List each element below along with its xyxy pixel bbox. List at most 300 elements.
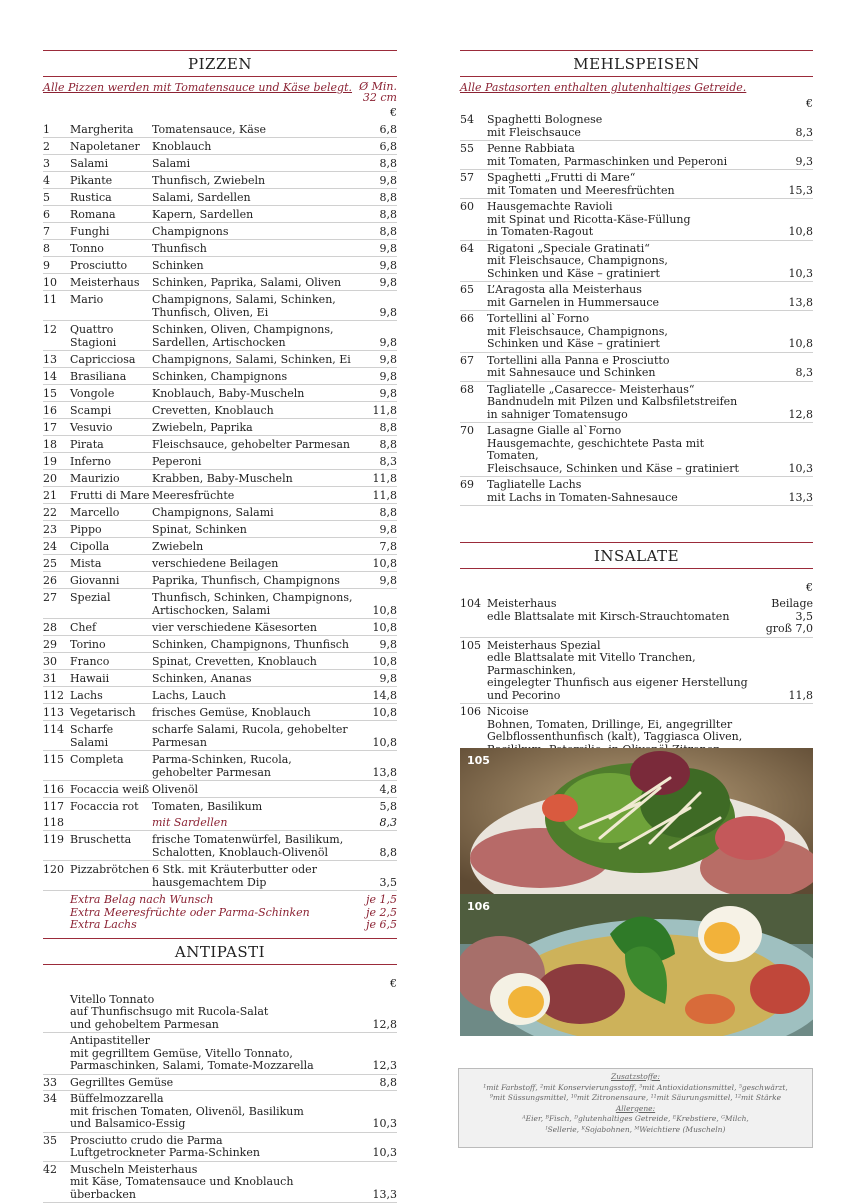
pizza-number: 1 xyxy=(43,123,70,136)
pizza-price: 8,8 xyxy=(353,506,397,519)
pizza-name: Brasiliana xyxy=(70,370,152,383)
mehlspeisen-row-text: Tagliatelle „Casarecce- Meisterhaus“ Bandnudeln mit Pilzen und Kalbsfiletstreifen in sahniger Tomatensugo xyxy=(487,384,753,422)
pizza-price: 6,8 xyxy=(353,140,397,153)
mehlspeisen-row-text: Lasagne Gialle al`Forno Hausgemachte, geschichtete Pasta mit Tomaten, Fleischsauce, Schinken und Käse – gratiniert xyxy=(487,425,753,475)
pizza-name: Frutti di Mare xyxy=(70,489,152,502)
pizza-extra-price: je 1,5 xyxy=(337,894,397,907)
pizza-list xyxy=(43,121,397,891)
mehlspeisen-row xyxy=(460,353,813,382)
pizza-name: Vesuvio xyxy=(70,421,152,434)
pizza-price: 7,8 xyxy=(353,540,397,553)
pizza-name: Rustica xyxy=(70,191,152,204)
pizza-row xyxy=(43,172,397,189)
mehlspeisen-row-number: 67 xyxy=(460,355,487,380)
pizza-price: 8,8 xyxy=(353,438,397,451)
mehlspeisen-row-text: L’Aragosta alla Meisterhaus mit Garnelen in Hummersauce xyxy=(487,284,753,309)
pizza-row xyxy=(43,274,397,291)
pizza-row xyxy=(43,687,397,704)
pizza-number: 114 xyxy=(43,723,70,749)
mehlspeisen-row-text: Tagliatelle Lachs mit Lachs in Tomaten-Sahnesauce xyxy=(487,479,753,504)
pizza-number: 115 xyxy=(43,753,70,779)
pizza-number: 22 xyxy=(43,506,70,519)
pizza-number: 120 xyxy=(43,863,70,889)
pizza-name: Cipolla xyxy=(70,540,152,553)
pizza-row xyxy=(43,798,397,814)
antipasti-row-price: 12,8 xyxy=(337,1019,397,1032)
mehlspeisen-row-price: 8,3 xyxy=(753,127,813,140)
pizza-description: Schinken, Champignons xyxy=(152,370,353,383)
pizza-description: Spinat, Schinken xyxy=(152,523,353,536)
pizza-price: 11,8 xyxy=(353,472,397,485)
pizza-row xyxy=(43,321,397,351)
pizza-description: frisches Gemüse, Knoblauch xyxy=(152,706,353,719)
mehlspeisen-row xyxy=(460,423,813,477)
mehlspeisen-note-row xyxy=(460,81,813,94)
pizza-description: Salami xyxy=(152,157,353,170)
pizza-description: mit Sardellen xyxy=(152,816,353,829)
pizza-name: Mario xyxy=(70,293,152,319)
pizza-description: Knoblauch xyxy=(152,140,353,153)
pizza-price: 10,8 xyxy=(353,706,397,719)
pizza-description: scharfe Salami, Rucola, gehobelter Parmesan xyxy=(152,723,353,749)
pizza-name: Focaccia weiß xyxy=(70,783,152,796)
legend-additives-title: Zusatzstoffe: xyxy=(459,1072,812,1083)
mehlspeisen-row-text: Tortellini al`Forno mit Fleischsauce, Champignons, Schinken und Käse – gratiniert xyxy=(487,313,753,351)
pizza-price: 8,8 xyxy=(353,208,397,221)
pizza-number: 5 xyxy=(43,191,70,204)
pizza-number: 24 xyxy=(43,540,70,553)
pizza-row xyxy=(43,504,397,521)
pizza-number: 2 xyxy=(43,140,70,153)
pizza-name: Torino xyxy=(70,638,152,651)
mehlspeisen-row xyxy=(460,382,813,424)
pizza-name: Lachs xyxy=(70,689,152,702)
pizza-description: Crevetten, Knoblauch xyxy=(152,404,353,417)
pizza-description: Knoblauch, Baby-Muscheln xyxy=(152,387,353,400)
pizza-price: 10,8 xyxy=(353,621,397,634)
photo-105-label: 105 xyxy=(467,754,490,767)
pizza-number: 118 xyxy=(43,816,70,829)
pizza-price: 9,8 xyxy=(353,276,397,289)
pizza-description: Schinken, Champignons, Thunfisch xyxy=(152,638,353,651)
pizza-price: 9,8 xyxy=(353,306,397,319)
right-column xyxy=(460,50,813,771)
mehlspeisen-row-price: 10,8 xyxy=(753,338,813,351)
pizza-number: 28 xyxy=(43,621,70,634)
pizzen-note: Alle Pizzen werden mit Tomatensauce und Käse belegt. xyxy=(43,81,352,94)
pizza-row xyxy=(43,291,397,321)
pizza-number: 20 xyxy=(43,472,70,485)
mehlspeisen-row xyxy=(460,282,813,311)
antipasti-row-text: Gegrilltes Gemüse xyxy=(70,1077,337,1090)
salad-photo-105-image xyxy=(460,748,813,894)
pizza-number: 13 xyxy=(43,353,70,366)
pizza-name: Quattro Stagioni xyxy=(70,323,152,349)
pizza-number: 4 xyxy=(43,174,70,187)
pizza-row xyxy=(43,368,397,385)
pizza-number: 8 xyxy=(43,242,70,255)
mehlspeisen-row xyxy=(460,112,813,141)
antipasti-row-price: 10,3 xyxy=(337,1118,397,1131)
pizza-extra-price: je 2,5 xyxy=(337,907,397,920)
pizza-name: Pirata xyxy=(70,438,152,451)
mehlspeisen-row-number: 69 xyxy=(460,479,487,504)
insalate-heading: INSALATE xyxy=(460,542,813,569)
antipasti-row xyxy=(43,1162,397,1203)
pizza-name: Capricciosa xyxy=(70,353,152,366)
insalate-row-price: 11,8 xyxy=(753,690,813,703)
pizza-price: 11,8 xyxy=(353,489,397,502)
pizza-description: Paprika, Thunfisch, Champignons xyxy=(152,574,353,587)
insalate-row xyxy=(460,596,813,638)
insalate-currency: € xyxy=(460,581,813,594)
pizza-number: 119 xyxy=(43,833,70,859)
pizza-description: Champignons, Salami, Schinken, Ei xyxy=(152,353,353,366)
pizza-row xyxy=(43,861,397,891)
pizza-name xyxy=(70,816,152,829)
pizza-number: 15 xyxy=(43,387,70,400)
pizza-row xyxy=(43,257,397,274)
salad-photo-105 xyxy=(460,748,813,894)
pizza-row xyxy=(43,653,397,670)
insalate-row-number: 106 xyxy=(460,706,487,769)
pizza-number: 12 xyxy=(43,323,70,349)
pizza-row xyxy=(43,240,397,257)
pizza-extra-row xyxy=(43,919,397,932)
pizza-extra-label: Extra Belag nach Wunsch xyxy=(43,894,337,907)
pizza-name: Focaccia rot xyxy=(70,800,152,813)
pizza-description: Krabben, Baby-Muscheln xyxy=(152,472,353,485)
salad-photo-106 xyxy=(460,894,813,1036)
insalate-list xyxy=(460,596,813,771)
pizza-row xyxy=(43,436,397,453)
pizza-description: Champignons xyxy=(152,225,353,238)
pizza-extras xyxy=(43,894,397,932)
pizza-name: Pizzabrötchen xyxy=(70,863,152,889)
pizza-name: Tonno xyxy=(70,242,152,255)
antipasti-row xyxy=(43,1033,397,1075)
mehlspeisen-row-text: Penne Rabbiata mit Tomaten, Parmaschinken und Peperoni xyxy=(487,143,753,168)
pizza-number: 21 xyxy=(43,489,70,502)
mehlspeisen-heading: MEHLSPEISEN xyxy=(460,50,813,77)
pizza-row xyxy=(43,751,397,781)
antipasti-row-text: Vitello Tonnato auf Thunfischsugo mit Rucola-Salat und gehobeltem Parmesan xyxy=(70,994,337,1032)
mehlspeisen-row xyxy=(460,199,813,241)
pizza-description: Champignons, Salami, Schinken, Thunfisch, Oliven, Ei xyxy=(152,293,353,319)
mehlspeisen-row-number: 65 xyxy=(460,284,487,309)
pizzen-currency: € xyxy=(43,106,397,119)
pizza-number: 26 xyxy=(43,574,70,587)
pizza-name: Pikante xyxy=(70,174,152,187)
pizza-name: Mista xyxy=(70,557,152,570)
antipasti-row xyxy=(43,1133,397,1162)
pizza-name: Chef xyxy=(70,621,152,634)
pizza-price: 8,3 xyxy=(353,816,397,829)
pizza-price: 8,8 xyxy=(353,846,397,859)
pizza-price: 10,8 xyxy=(353,736,397,749)
pizza-name: Napoletaner xyxy=(70,140,152,153)
antipasti-row xyxy=(43,992,397,1034)
mehlspeisen-row-price: 10,3 xyxy=(753,268,813,281)
pizza-name: Completa xyxy=(70,753,152,779)
mehlspeisen-row-number: 55 xyxy=(460,143,487,168)
mehlspeisen-row-text: Tortellini alla Panna e Prosciutto mit Sahnesauce und Schinken xyxy=(487,355,753,380)
pizza-description: 6 Stk. mit Kräuterbutter oder hausgemachtem Dip xyxy=(152,863,353,889)
pizza-extra-price: je 6,5 xyxy=(337,919,397,932)
pizza-description: Zwiebeln xyxy=(152,540,353,553)
pizza-description: Tomaten, Basilikum xyxy=(152,800,353,813)
pizza-price: 8,8 xyxy=(353,225,397,238)
pizza-price: 14,8 xyxy=(353,689,397,702)
mehlspeisen-row-number: 66 xyxy=(460,313,487,351)
insalate-row-number: 105 xyxy=(460,640,487,703)
pizza-number: 6 xyxy=(43,208,70,221)
pizza-description: Schinken, Ananas xyxy=(152,672,353,685)
mehlspeisen-row xyxy=(460,311,813,353)
pizza-description: frische Tomatenwürfel, Basilikum, Schalotten, Knoblauch-Olivenöl xyxy=(152,833,353,859)
mehlspeisen-currency: € xyxy=(460,97,813,110)
pizza-price: 8,8 xyxy=(353,421,397,434)
mehlspeisen-row-text: Hausgemachte Ravioli mit Spinat und Ricotta-Käse-Füllung in Tomaten-Ragout xyxy=(487,201,753,239)
pizza-description: Schinken xyxy=(152,259,353,272)
pizza-row xyxy=(43,619,397,636)
mehlspeisen-row-number: 57 xyxy=(460,172,487,197)
pizza-number: 17 xyxy=(43,421,70,434)
pizza-extra-row xyxy=(43,894,397,907)
insalate-row-text: Meisterhaus edle Blattsalate mit Kirsch-Strauchtomaten xyxy=(487,598,753,636)
mehlspeisen-note: Alle Pastasorten enthalten glutenhaltiges Getreide. xyxy=(460,81,746,94)
pizza-name: Inferno xyxy=(70,455,152,468)
pizza-name: Romana xyxy=(70,208,152,221)
pizza-price: 8,3 xyxy=(353,455,397,468)
pizza-price: 8,8 xyxy=(353,157,397,170)
pizza-row xyxy=(43,831,397,861)
pizza-price: 9,8 xyxy=(353,336,397,349)
pizza-price: 5,8 xyxy=(353,800,397,813)
pizza-row xyxy=(43,538,397,555)
mehlspeisen-row-price: 10,8 xyxy=(753,226,813,239)
pizza-description: Fleischsauce, gehobelter Parmesan xyxy=(152,438,353,451)
mehlspeisen-row-price: 12,8 xyxy=(753,409,813,422)
pizza-row xyxy=(43,572,397,589)
pizza-name: Margherita xyxy=(70,123,152,136)
pizza-row xyxy=(43,206,397,223)
left-column xyxy=(43,50,397,1203)
pizza-description: Peperoni xyxy=(152,455,353,468)
pizza-row xyxy=(43,189,397,206)
photo-106-label: 106 xyxy=(467,900,490,913)
pizza-row xyxy=(43,223,397,240)
pizza-price: 10,8 xyxy=(353,655,397,668)
pizza-row xyxy=(43,121,397,138)
pizza-price: 10,8 xyxy=(353,557,397,570)
pizza-row xyxy=(43,636,397,653)
legend-allergens-title: Allergene: xyxy=(459,1104,812,1115)
pizza-number: 10 xyxy=(43,276,70,289)
pizza-name: Scampi xyxy=(70,404,152,417)
antipasti-row-text: Prosciutto crudo die Parma Luftgetrockneter Parma-Schinken xyxy=(70,1135,337,1160)
pizza-row xyxy=(43,781,397,798)
pizza-price: 9,8 xyxy=(353,387,397,400)
antipasti-row-number: 33 xyxy=(43,1077,70,1090)
pizza-name: Spezial xyxy=(70,591,152,617)
pizza-row xyxy=(43,555,397,572)
legend-allergens-line-2: ᴵSellerie, ᴷSojabohnen, ᴹWeichtiere (Muscheln) xyxy=(459,1125,812,1136)
antipasti-row-price: 13,3 xyxy=(337,1189,397,1202)
antipasti-row-text: Antipastiteller mit gegrilltem Gemüse, Vitello Tonnato, Parmaschinken, Salami, Tomate-Mozzarella xyxy=(70,1035,337,1073)
pizza-price: 6,8 xyxy=(353,123,397,136)
pizza-number: 23 xyxy=(43,523,70,536)
mehlspeisen-row-price: 13,8 xyxy=(753,297,813,310)
pizza-name: Vegetarisch xyxy=(70,706,152,719)
pizza-price: 9,8 xyxy=(353,353,397,366)
pizza-name: Maurizio xyxy=(70,472,152,485)
pizza-number: 112 xyxy=(43,689,70,702)
pizza-row xyxy=(43,453,397,470)
mehlspeisen-row-price: 15,3 xyxy=(753,185,813,198)
pizza-extra-label: Extra Lachs xyxy=(43,919,337,932)
pizza-description: vier verschiedene Käsesorten xyxy=(152,621,353,634)
pizza-name: Giovanni xyxy=(70,574,152,587)
antipasti-row-number: 34 xyxy=(43,1093,70,1131)
antipasti-row-number xyxy=(43,1035,70,1073)
pizza-row xyxy=(43,589,397,619)
pizza-description: Spinat, Crevetten, Knoblauch xyxy=(152,655,353,668)
antipasti-row-number xyxy=(43,994,70,1032)
mehlspeisen-row-number: 68 xyxy=(460,384,487,422)
pizza-number: 25 xyxy=(43,557,70,570)
legend-additives-line-2: ⁹mit Süssungsmittel, ¹⁰mit Zitronensaure, ¹¹mit Säurungsmittel, ¹²mit Stärke xyxy=(459,1093,812,1104)
mehlspeisen-row-number: 70 xyxy=(460,425,487,475)
insalate-row-price: Beilage 3,5 groß 7,0 xyxy=(753,598,813,636)
mehlspeisen-row-price: 9,3 xyxy=(753,156,813,169)
mehlspeisen-row xyxy=(460,170,813,199)
pizza-name: Meisterhaus xyxy=(70,276,152,289)
insalate-row-number: 104 xyxy=(460,598,487,636)
pizza-description: Tomatensauce, Käse xyxy=(152,123,353,136)
pizza-price: 9,8 xyxy=(353,174,397,187)
pizza-description: Schinken, Paprika, Salami, Oliven xyxy=(152,276,353,289)
pizza-row xyxy=(43,670,397,687)
pizza-name: Pippo xyxy=(70,523,152,536)
pizza-row xyxy=(43,470,397,487)
pizza-number: 11 xyxy=(43,293,70,319)
antipasti-row-price: 10,3 xyxy=(337,1147,397,1160)
legend-additives-line-1: ¹mit Farbstoff, ²mit Konservierungsstoff, ³mit Antioxidationsmittel, ⁵geschwärzt, xyxy=(459,1083,812,1094)
pizza-description: Champignons, Salami xyxy=(152,506,353,519)
insalate-row-text: Meisterhaus Spezial edle Blattsalate mit Vitello Tranchen, Parmaschinken, eingelegter Thunfisch aus eigener Herstellung und Pecorino xyxy=(487,640,753,703)
pizza-description: Olivenöl xyxy=(152,783,353,796)
mehlspeisen-row-number: 54 xyxy=(460,114,487,139)
antipasti-currency: € xyxy=(43,977,397,990)
pizza-name: Vongole xyxy=(70,387,152,400)
antipasti-row-text: Büffelmozzarella mit frischen Tomaten, Olivenöl, Basilikum und Balsamico-Essig xyxy=(70,1093,337,1131)
pizza-name: Franco xyxy=(70,655,152,668)
antipasti-row-number: 42 xyxy=(43,1164,70,1202)
pizza-description: verschiedene Beilagen xyxy=(152,557,353,570)
mehlspeisen-row-text: Spaghetti Bolognese mit Fleischsauce xyxy=(487,114,753,139)
pizza-number: 31 xyxy=(43,672,70,685)
pizza-row xyxy=(43,138,397,155)
pizza-row xyxy=(43,402,397,419)
pizza-number: 29 xyxy=(43,638,70,651)
mehlspeisen-row-text: Rigatoni „Speciale Gratinati“ mit Fleischsauce, Champignons, Schinken und Käse – gratiniert xyxy=(487,243,753,281)
mehlspeisen-row xyxy=(460,241,813,283)
pizza-description: Kapern, Sardellen xyxy=(152,208,353,221)
pizza-name: Bruschetta xyxy=(70,833,152,859)
pizza-row xyxy=(43,385,397,402)
mehlspeisen-row-number: 64 xyxy=(460,243,487,281)
pizza-number: 116 xyxy=(43,783,70,796)
pizza-name: Funghi xyxy=(70,225,152,238)
mehlspeisen-row-text: Spaghetti „Frutti di Mare“ mit Tomaten und Meeresfrüchten xyxy=(487,172,753,197)
pizza-number: 7 xyxy=(43,225,70,238)
pizza-description: Thunfisch, Schinken, Champignons, Artischocken, Salami xyxy=(152,591,353,617)
antipasti-heading: ANTIPASTI xyxy=(43,938,397,965)
pizza-description: Zwiebeln, Paprika xyxy=(152,421,353,434)
antipasti-row xyxy=(43,1075,397,1092)
pizza-row xyxy=(43,704,397,721)
pizza-price: 8,8 xyxy=(353,191,397,204)
insalate-row xyxy=(460,638,813,705)
pizza-number: 117 xyxy=(43,800,70,813)
pizza-name: Salami xyxy=(70,157,152,170)
pizzen-note-row xyxy=(43,81,397,103)
pizza-price: 3,5 xyxy=(353,876,397,889)
pizza-row xyxy=(43,487,397,504)
pizzen-size-note: Ø Min. 32 cm xyxy=(359,81,397,103)
pizza-row xyxy=(43,419,397,436)
mehlspeisen-row-price: 13,3 xyxy=(753,492,813,505)
pizza-price: 13,8 xyxy=(353,766,397,779)
mehlspeisen-row-price: 8,3 xyxy=(753,367,813,380)
mehlspeisen-list xyxy=(460,112,813,506)
pizza-description: Salami, Sardellen xyxy=(152,191,353,204)
pizza-price: 4,8 xyxy=(353,783,397,796)
antipasti-row-text: Muscheln Meisterhaus mit Käse, Tomatensauce und Knoblauch überbacken xyxy=(70,1164,337,1202)
pizza-row xyxy=(43,721,397,751)
pizza-price: 9,8 xyxy=(353,259,397,272)
pizza-description: Thunfisch xyxy=(152,242,353,255)
pizza-price: 9,8 xyxy=(353,242,397,255)
mehlspeisen-row-price: 10,3 xyxy=(753,463,813,476)
pizza-price: 9,8 xyxy=(353,638,397,651)
antipasti-row-number: 35 xyxy=(43,1135,70,1160)
mehlspeisen-row-number: 60 xyxy=(460,201,487,239)
pizza-description: Thunfisch, Zwiebeln xyxy=(152,174,353,187)
pizza-row xyxy=(43,814,397,831)
pizza-row xyxy=(43,351,397,368)
pizza-row xyxy=(43,521,397,538)
pizza-number: 3 xyxy=(43,157,70,170)
pizza-name: Hawaii xyxy=(70,672,152,685)
pizza-name: Scharfe Salami xyxy=(70,723,152,749)
pizza-number: 19 xyxy=(43,455,70,468)
mehlspeisen-row xyxy=(460,141,813,170)
pizza-price: 9,8 xyxy=(353,523,397,536)
pizza-row xyxy=(43,155,397,172)
pizza-number: 16 xyxy=(43,404,70,417)
antipasti-row-price: 12,3 xyxy=(337,1060,397,1073)
antipasti-row-price: 8,8 xyxy=(337,1077,397,1090)
pizza-description: Meeresfrüchte xyxy=(152,489,353,502)
pizza-number: 27 xyxy=(43,591,70,617)
additives-legend xyxy=(458,1068,813,1148)
pizza-price: 11,8 xyxy=(353,404,397,417)
pizza-number: 14 xyxy=(43,370,70,383)
pizza-price: 9,8 xyxy=(353,370,397,383)
pizza-extra-label: Extra Meeresfrüchte oder Parma-Schinken xyxy=(43,907,337,920)
